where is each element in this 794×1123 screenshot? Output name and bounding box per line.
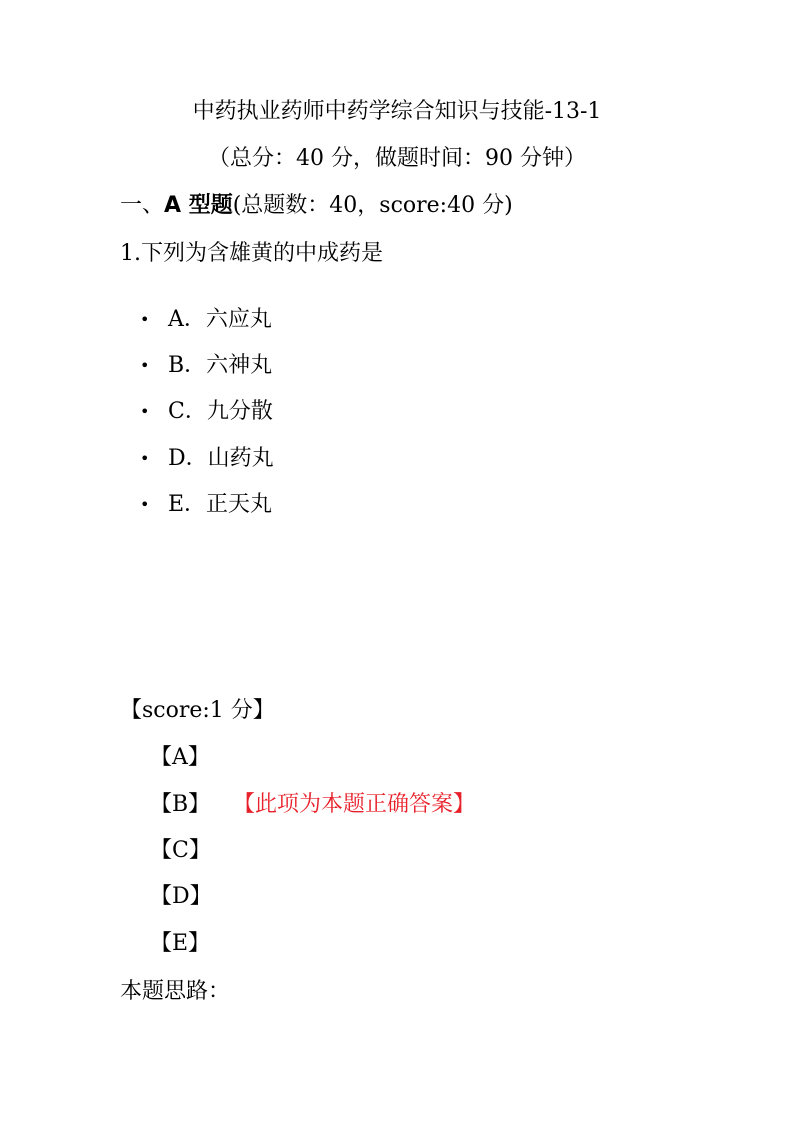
answer-choice: 【D】 xyxy=(150,884,212,909)
option-label: E．正天丸 xyxy=(168,492,273,517)
option-label: C．九分散 xyxy=(168,399,273,424)
bullet-icon: • xyxy=(140,310,150,329)
answer-choice: 【B】 xyxy=(150,792,211,817)
bullet-icon: • xyxy=(140,449,150,468)
document-subtitle: （总分：40 分，做题时间：90 分钟） xyxy=(208,146,586,171)
answer-choice: 【E】 xyxy=(150,931,211,956)
option-item xyxy=(140,401,273,423)
option-item xyxy=(140,355,272,377)
score-label: 【score:1 分】 xyxy=(120,698,275,723)
option-item xyxy=(140,494,272,516)
section-type: A 型题 xyxy=(164,193,233,218)
option-item xyxy=(140,448,274,470)
section-prefix: 一、 xyxy=(120,193,165,218)
section-heading xyxy=(120,195,513,217)
section-info: (总题数：40，score:40 分) xyxy=(232,193,513,218)
document-title: 中药执业药师中药学综合知识与技能-13-1 xyxy=(192,99,602,124)
question-text: 1.下列为含雄黄的中成药是 xyxy=(120,241,383,266)
option-item xyxy=(140,309,272,331)
bullet-icon: • xyxy=(140,402,150,421)
analysis-label: 本题思路： xyxy=(120,979,231,1004)
option-label: D．山药丸 xyxy=(168,446,274,471)
answer-choice: 【A】 xyxy=(150,745,210,770)
correct-answer-marker: 【此项为本题正确答案】 xyxy=(233,792,476,817)
bullet-icon: • xyxy=(140,356,150,375)
option-label: A．六应丸 xyxy=(168,307,272,332)
option-label: B．六神丸 xyxy=(168,353,273,378)
bullet-icon: • xyxy=(140,495,150,514)
answer-choice: 【C】 xyxy=(150,838,211,863)
